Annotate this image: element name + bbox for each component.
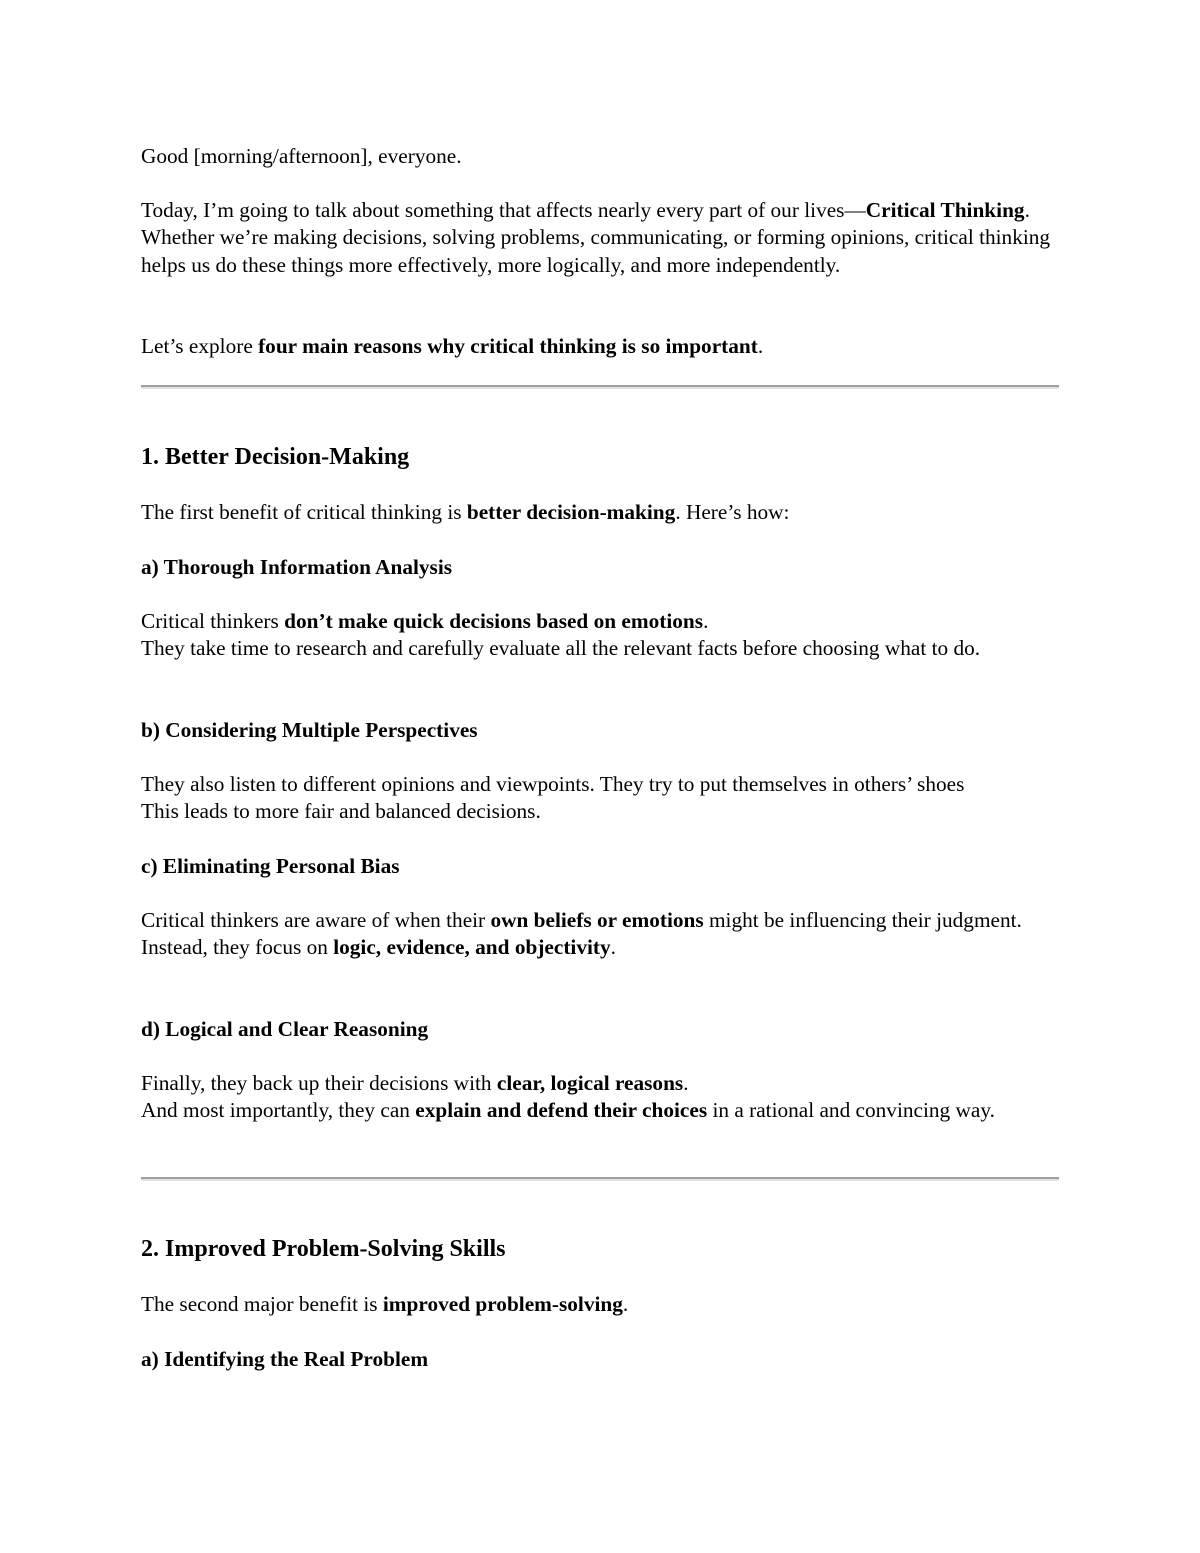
paragraph-c-line2-bold: logic, evidence, and objectivity bbox=[333, 935, 611, 960]
paragraph-b-line2: This leads to more fair and balanced decisions. bbox=[141, 799, 541, 824]
paragraph-a bbox=[141, 608, 1059, 663]
section2-lead-bold: improved problem-solving bbox=[382, 1292, 623, 1316]
subheading-d: d) Logical and Clear Reasoning bbox=[141, 1017, 429, 1041]
section2-subheading-a: a) Identifying the Real Problem bbox=[141, 1347, 429, 1371]
horizontal-rule bbox=[141, 1177, 1059, 1181]
explore-bold: four main reasons why critical thinking is so important bbox=[258, 334, 758, 358]
paragraph-a-end: . bbox=[703, 609, 709, 633]
section2-lead-end: . bbox=[622, 1292, 629, 1316]
paragraph-d-line2-end: in a rational and convincing way. bbox=[707, 1098, 995, 1123]
greeting bbox=[141, 143, 1059, 170]
paragraph-d-text: Finally, they back up their decisions with bbox=[141, 1071, 497, 1095]
subheading-b: b) Considering Multiple Perspectives bbox=[141, 718, 478, 742]
paragraph-c-line2-text: Instead, they focus on bbox=[141, 935, 334, 960]
paragraph-c bbox=[141, 907, 1059, 962]
section2-lead-text: The second major benefit is bbox=[141, 1292, 383, 1316]
paragraph-a-text: Critical thinkers bbox=[141, 609, 285, 633]
subheading-a: a) Thorough Information Analysis bbox=[141, 555, 453, 579]
section2-lead bbox=[141, 1291, 1059, 1318]
paragraph-d-line2-bold: explain and defend their choices bbox=[415, 1098, 708, 1123]
intro-text-end: . Whether we’re making decisions, solving problems, communicating, or forming opinions, critical thinking helps us do these things more effectively, more logically, and more independently. bbox=[141, 198, 1051, 277]
section1-lead-bold: better decision-making bbox=[466, 500, 676, 524]
paragraph-c-bold: own beliefs or emotions bbox=[490, 908, 704, 932]
paragraph-a-line2: They take time to research and carefully evaluate all the relevant facts before choosing what to do. bbox=[141, 636, 981, 661]
paragraph-d-line2-text: And most importantly, they can bbox=[141, 1098, 416, 1123]
paragraph-c-text: Critical thinkers are aware of when their bbox=[141, 908, 491, 932]
paragraph-b-line1: They also listen to different opinions and viewpoints. They try to put themselves in others’ shoes bbox=[141, 772, 965, 796]
section1-lead-text: The first benefit of critical thinking is bbox=[141, 500, 467, 524]
intro-bold: Critical Thinking bbox=[865, 198, 1025, 222]
horizontal-rule bbox=[141, 385, 1059, 389]
paragraph-a-bold: don’t make quick decisions based on emotions bbox=[284, 609, 704, 633]
greeting-text: Good [morning/afternoon], everyone. bbox=[141, 144, 462, 168]
subheading-c: c) Eliminating Personal Bias bbox=[141, 854, 400, 878]
section1-lead bbox=[141, 499, 1059, 526]
paragraph-c-end: might be influencing their judgment. bbox=[703, 908, 1022, 932]
paragraph-d-bold: clear, logical reasons bbox=[496, 1071, 684, 1095]
section1-title: 1. Better Decision-Making bbox=[141, 444, 410, 470]
paragraph-b bbox=[141, 771, 1059, 826]
explore-paragraph bbox=[141, 333, 1059, 360]
section2-title: 2. Improved Problem-Solving Skills bbox=[141, 1236, 506, 1262]
paragraph-d-end: . bbox=[683, 1071, 689, 1095]
explore-text-end: . bbox=[757, 334, 764, 358]
paragraph-c-line2-end: . bbox=[610, 935, 616, 960]
intro-text: Today, I’m going to talk about something that affects nearly every part of our lives— bbox=[141, 198, 866, 222]
section1-lead-end: . Here’s how: bbox=[675, 500, 790, 524]
intro-paragraph bbox=[141, 197, 1059, 279]
explore-text: Let’s explore bbox=[141, 334, 259, 358]
paragraph-d bbox=[141, 1070, 1059, 1125]
